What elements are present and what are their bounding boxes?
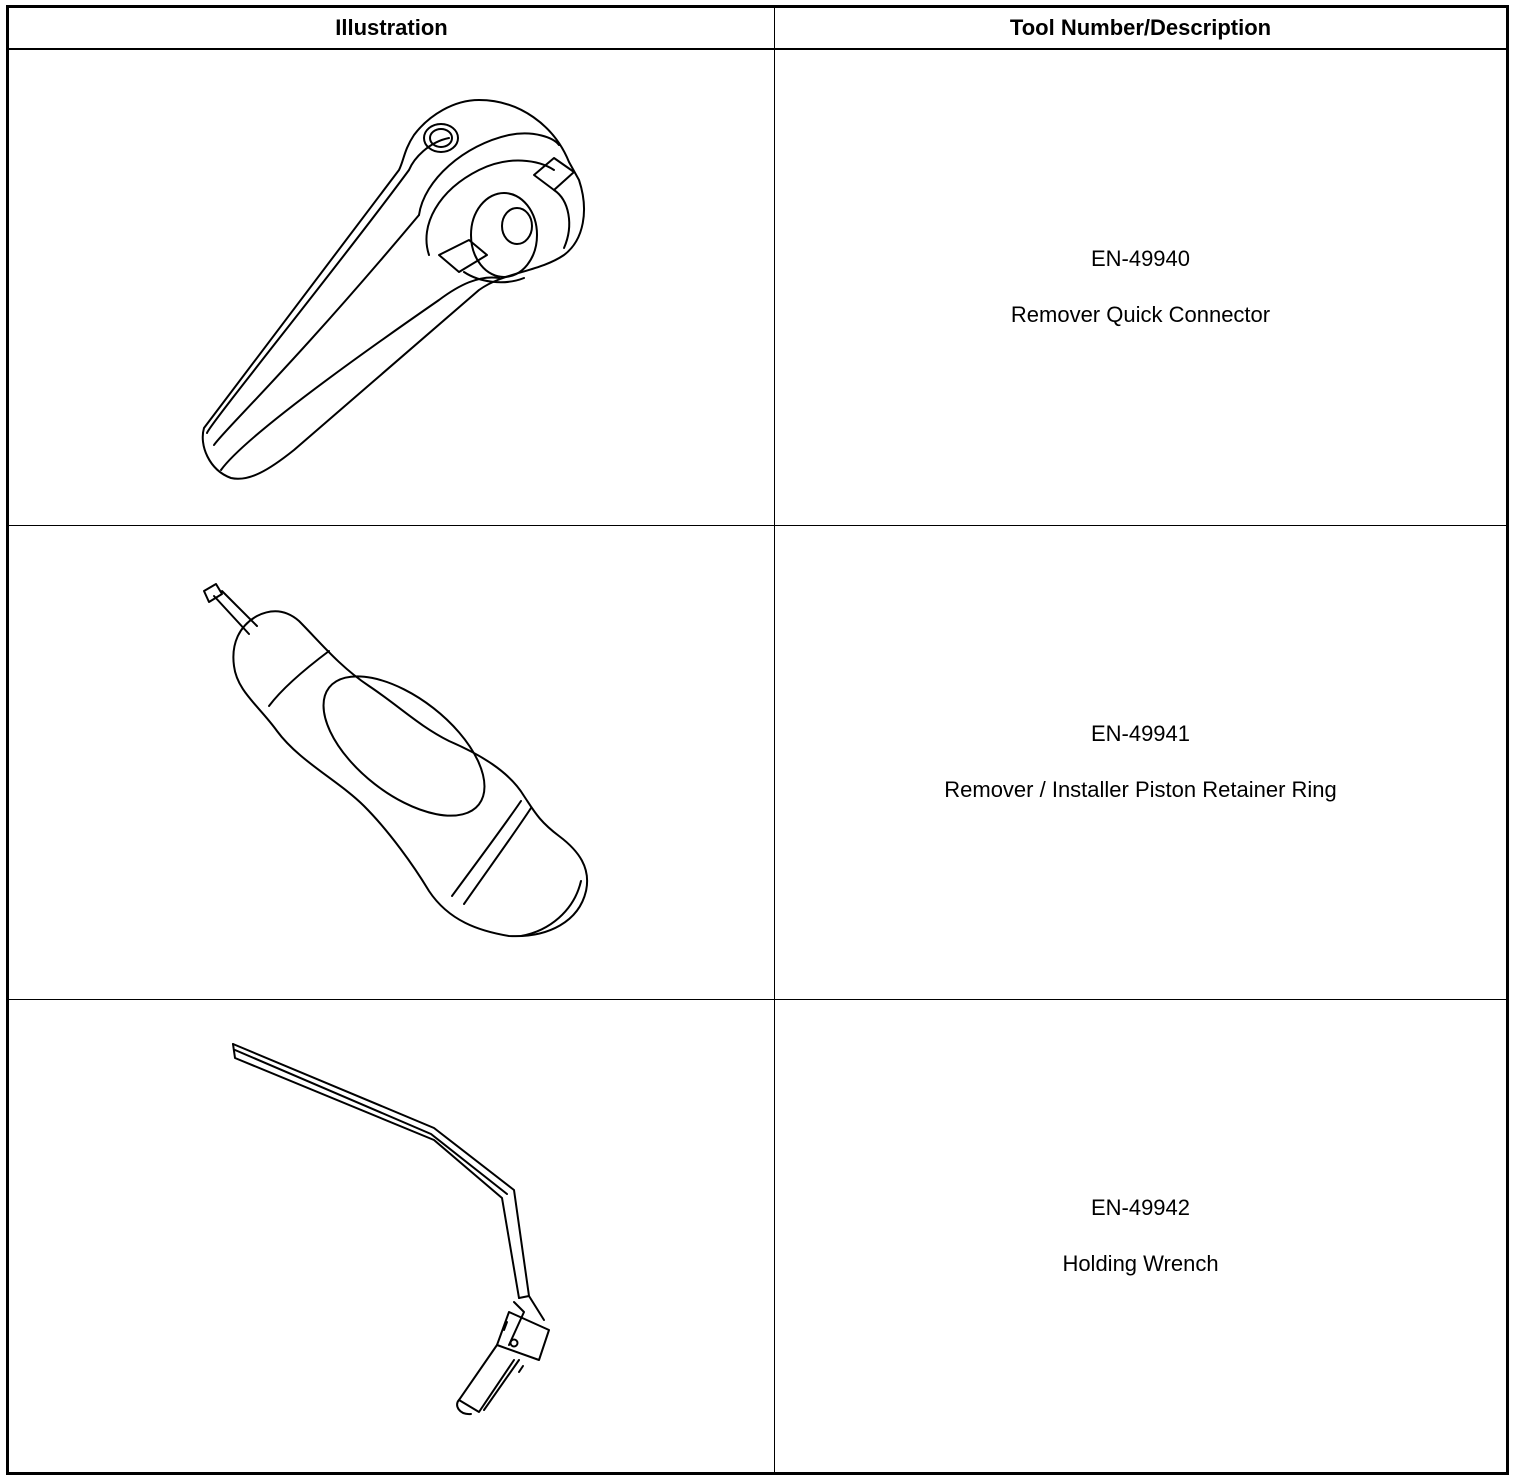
special-tools-table [6, 5, 1509, 1475]
header-tool-number-description: Tool Number/Description [775, 7, 1508, 50]
tool-number: EN-49941 [1090, 721, 1191, 747]
tool-description: Remover / Installer Piston Retainer Ring [944, 777, 1337, 803]
tool-number: EN-49942 [1090, 1194, 1191, 1220]
description-cell [775, 49, 1508, 525]
table-row [8, 49, 1508, 525]
illustration-cell [8, 999, 775, 1473]
piston-retainer-ring-tool-icon [9, 526, 776, 998]
tool-number: EN-49940 [1090, 246, 1191, 272]
header-illustration: Illustration [8, 7, 775, 50]
header-row [8, 7, 1508, 50]
quick-connector-remover-icon [9, 50, 776, 524]
tool-description: Remover Quick Connector [1010, 302, 1271, 328]
tool-description: Holding Wrench [1062, 1250, 1219, 1276]
table-row [8, 525, 1508, 999]
holding-wrench-icon [9, 1000, 776, 1474]
illustration-cell [8, 49, 775, 525]
description-cell [775, 999, 1508, 1473]
table-row [8, 999, 1508, 1473]
illustration-cell [8, 525, 775, 999]
description-cell [775, 525, 1508, 999]
